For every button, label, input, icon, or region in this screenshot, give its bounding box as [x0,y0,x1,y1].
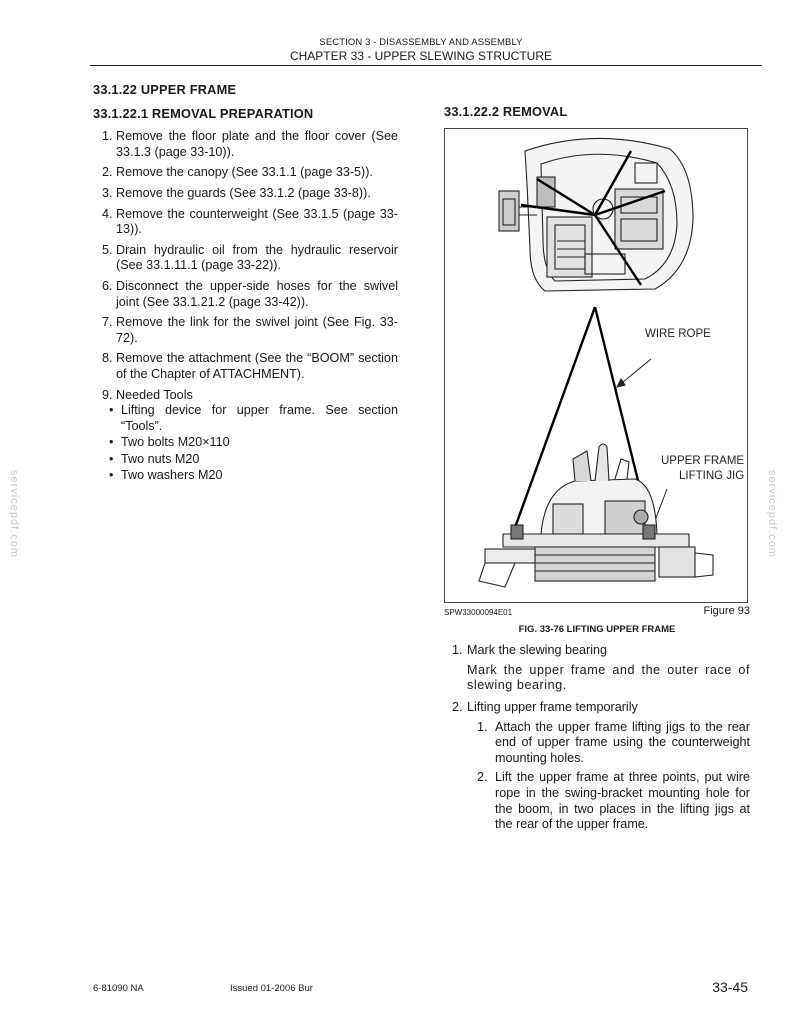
removal-preparation-heading: 33.1.22.1 REMOVAL PREPARATION [93,105,314,121]
page-footer [80,979,762,999]
section-heading: 33.1.22 UPPER FRAME [93,82,237,97]
watermark-left: servicepdf.com [8,470,20,558]
list-item: 2. Lift the upper frame at three points, put wire rope in the swing-bracket mounting hole for the boom, in two places in the lifting jigs at the rear of the upper frame. [477,770,750,832]
list-item: 6. Disconnect the upper-side hoses for the swivel joint (See 33.1.21.2 (page 33-42)). [102,278,398,309]
list-item: 4. Remove the counterweight (See 33.1.5 (page 33-13)). [102,206,398,237]
lifting-jig-label-1: UPPER FRAME [661,454,745,467]
document-number: 6-81090 NA [93,983,144,994]
list-item: 2. Lifting upper frame temporarily 1. Attach the upper frame lifting jigs to the rear end of upper frame using the counterweight mounting holes. 2. Lift the upper frame at three points, put wire rope in the swing-bracket mounting hole for the boom, in two places in the lifting jigs at the rear of the upper frame. [452,699,750,832]
right-column [444,104,750,839]
list-item: • Lifting device for upper frame. See section “Tools”. [93,403,398,434]
needed-tools-list [93,403,398,484]
wire-rope-leader [617,359,651,387]
list-item: 1. Mark the slewing bearing Mark the upper frame and the outer race of slewing bearing. [452,643,750,693]
sub-steps [467,720,750,833]
issue-date: Issued 01-2006 Bur [230,983,313,994]
list-item: 5. Drain hydraulic oil from the hydraulic reservoir (See 33.1.11.1 (page 33-22)). [102,242,398,273]
chapter-title: CHAPTER 33 - UPPER SLEWING STRUCTURE [289,49,553,63]
list-item: 1. Attach the upper frame lifting jigs to the rear end of upper frame using the counterweight mounting holes. [477,719,750,765]
list-item: 9. Needed Tools [102,387,193,402]
wire-rope-label: WIRE ROPE [645,327,711,340]
page-number: 33-45 [712,979,748,995]
preparation-steps [93,129,398,403]
list-item: 7. Remove the link for the swivel joint (See Fig. 33-72). [102,315,398,345]
step-title: Mark the slewing bearing [467,643,608,658]
watermark-right: servicepdf.com [766,470,778,558]
removal-steps [444,643,750,833]
removal-heading: 33.1.22.2 REMOVAL [444,104,568,119]
step-title: Lifting upper frame temporarily [467,699,638,714]
list-item: 2. Remove the canopy (See 33.1.1 (page 33-5)). [102,165,373,180]
step-paragraph: Mark the upper frame and the outer race of slewing bearing. [467,662,750,693]
figure-caption: FIG. 33-76 LIFTING UPPER FRAME [518,623,676,635]
list-item: • Two nuts M20 [93,452,398,468]
figure-number: Figure 93 [703,604,750,617]
list-item: • Two washers M20 [93,468,398,484]
list-item: 3. Remove the guards (See 33.1.2 (page 33-8)). [102,185,371,200]
figure-meta [444,605,750,619]
figure-code: SPW33000094E01 [444,607,513,617]
lifting-jig-label-2: LIFTING JIG [679,469,745,482]
lifting-illustration [445,129,747,602]
list-item: 1. Remove the floor plate and the floor cover (See 33.1.3 (page 33-10)). [102,129,398,159]
section-title: SECTION 3 - DISASSEMBLY AND ASSEMBLY [319,37,523,48]
list-item: • Two bolts M20×110 [93,435,398,451]
header-rule [90,65,762,66]
left-column [93,82,398,485]
figure-lifting-upper-frame [444,128,748,603]
page-header [80,37,762,64]
list-item: 8. Remove the attachment (See the “BOOM” section of the Chapter of ATTACHMENT). [102,351,398,381]
